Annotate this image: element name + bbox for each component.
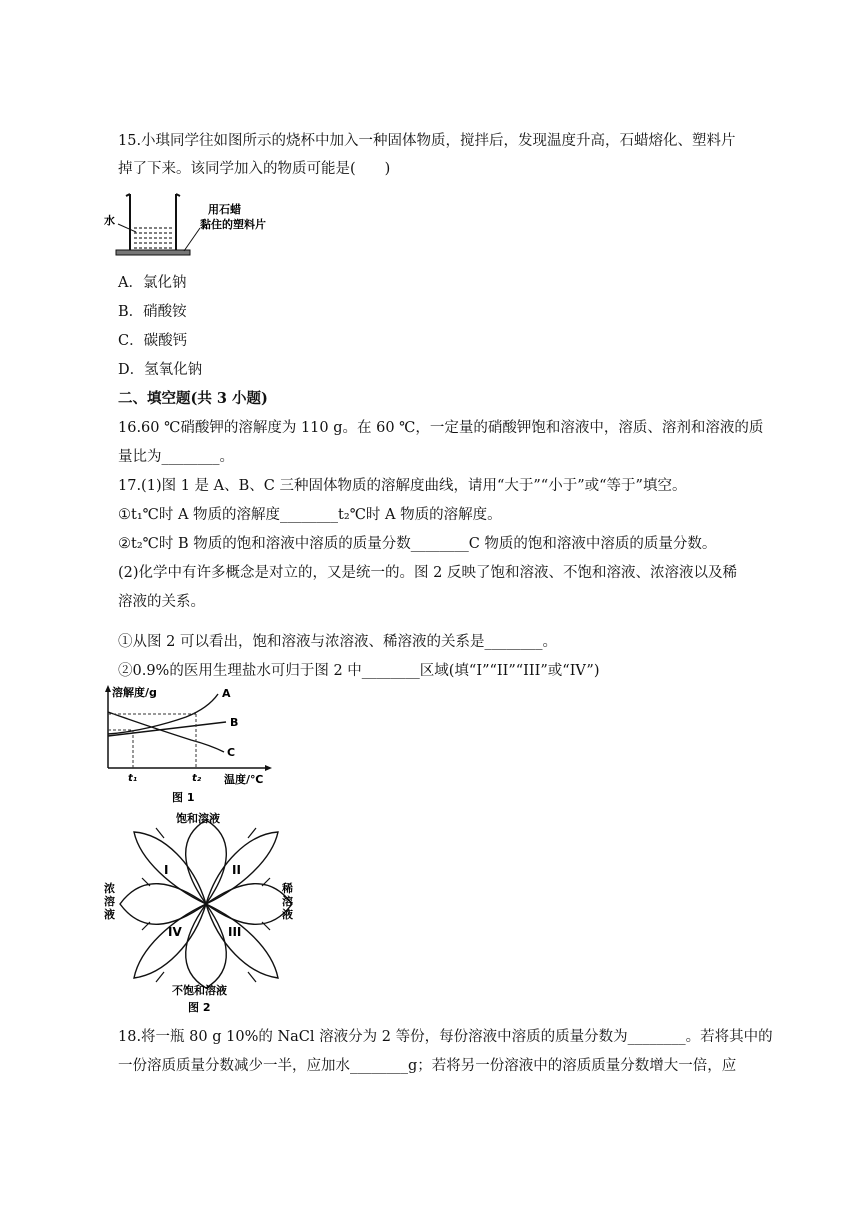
label-dilute-2: 溶 bbox=[282, 895, 293, 908]
q17-text-line5: 溶液的关系。 bbox=[118, 594, 205, 610]
region-3: III bbox=[228, 925, 242, 939]
beaker-figure bbox=[104, 188, 294, 268]
curve-b bbox=[108, 722, 226, 736]
q18-text-line2: 一份溶质质量分数减少一半，应加水________g；若将另一份溶液中的溶质质量分数增大一倍，应 bbox=[118, 1058, 737, 1074]
tick-t1: t₁ bbox=[128, 773, 138, 784]
x-axis-label: 温度/℃ bbox=[224, 773, 264, 786]
label-dilute-3: 液 bbox=[282, 908, 293, 921]
region-1: I bbox=[164, 863, 169, 877]
series-b-label: B bbox=[230, 716, 239, 729]
label-unsaturated: 不饱和溶液 bbox=[172, 984, 227, 997]
option-d: D．氢氧化钠 bbox=[118, 362, 203, 378]
label-saturated: 饱和溶液 bbox=[176, 812, 220, 825]
water-label: 水 bbox=[104, 214, 115, 227]
tick-t2: t₂ bbox=[192, 773, 202, 784]
option-b: B．硝酸铵 bbox=[118, 304, 187, 320]
q16-text-line2: 量比为________。 bbox=[118, 449, 234, 465]
q18-text-line1: 18.将一瓶 80 g 10%的 NaCl 溶液分为 2 等份，每份溶液中溶质的质量分数为________。若将其中的 bbox=[118, 1029, 773, 1045]
q17-text-line3: ②t₂℃时 B 物质的饱和溶液中溶质的质量分数________C 物质的饱和溶液中溶质的质量分数。 bbox=[118, 536, 717, 552]
label-dilute-1: 稀 bbox=[282, 882, 293, 895]
solubility-figure bbox=[96, 684, 276, 808]
label-concentrated-2: 溶 bbox=[104, 895, 115, 908]
wax-label-1: 用石蜡 bbox=[208, 203, 241, 216]
q17-text-line7: ②0.9%的医用生理盐水可归于图 2 中________区域(填“I”“II”“III”或“IV”) bbox=[118, 663, 600, 679]
q15-text-line2: 掉了下来。该同学加入的物质可能是( ) bbox=[118, 161, 391, 177]
section-heading: 二、填空题(共 3 小题) bbox=[118, 390, 268, 407]
relationship-figure bbox=[102, 808, 312, 1016]
q17-text-line4: (2)化学中有许多概念是对立的，又是统一的。图 2 反映了饱和溶液、不饱和溶液、浓溶液以及稀 bbox=[118, 565, 737, 581]
q17-text-line2: ①t₁℃时 A 物质的溶解度________t₂℃时 A 物质的溶解度。 bbox=[118, 507, 502, 523]
region-2: II bbox=[232, 863, 241, 877]
figure1-caption: 图 1 bbox=[172, 791, 195, 804]
q15-text-line1: 15.小琪同学往如图所示的烧杯中加入一种固体物质，搅拌后，发现温度升高，石蜡熔化、塑料片 bbox=[118, 133, 736, 149]
wax-label-2: 黏住的塑料片 bbox=[200, 218, 266, 231]
option-c: C．碳酸钙 bbox=[118, 333, 188, 349]
series-c-label: C bbox=[227, 746, 236, 759]
option-a: A．氯化钠 bbox=[118, 275, 187, 291]
q17-text-line6: ①从图 2 可以看出，饱和溶液与浓溶液、稀溶液的关系是________。 bbox=[118, 634, 557, 650]
y-axis-label: 溶解度/g bbox=[112, 686, 157, 699]
figure2-caption: 图 2 bbox=[188, 1001, 211, 1014]
label-concentrated-1: 浓 bbox=[104, 882, 115, 895]
series-a-label: A bbox=[222, 687, 231, 700]
q16-text-line1: 16.60 ℃硝酸钾的溶解度为 110 g。在 60 ℃，一定量的硝酸钾饱和溶液中，溶质、溶剂和溶液的质 bbox=[118, 420, 764, 436]
region-4: IV bbox=[168, 925, 182, 939]
q17-text-line1: 17.(1)图 1 是 A、B、C 三种固体物质的溶解度曲线，请用“大于”“小于”或“等于”填空。 bbox=[118, 478, 687, 494]
label-concentrated-3: 液 bbox=[104, 908, 115, 921]
